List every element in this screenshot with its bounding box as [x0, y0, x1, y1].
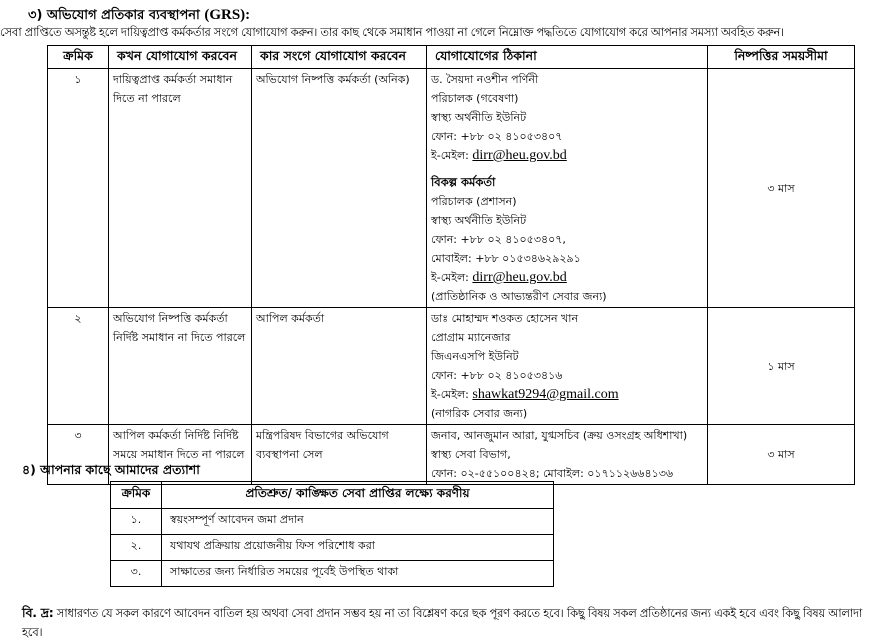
col-header-action: প্রতিশ্রুত/ কাঙ্ক্ষিত সেবা প্রাপ্তির লক্ষ্যে করণীয়	[162, 482, 554, 509]
row-serial: ১	[48, 69, 109, 308]
section3-heading-bn: ৩) অভিযোগ প্রতিকার ব্যবস্থাপনা	[28, 8, 200, 23]
contact-designation: পরিচালক (গবেষণা)	[431, 92, 519, 105]
row-address	[427, 308, 708, 425]
row-time-limit: ৩ মাস	[708, 425, 855, 485]
row-serial: ৩	[48, 425, 109, 485]
row-text: সাক্ষাতের জন্য নির্ধারিত সময়ের পূর্বেই উপস্থিত থাকা	[162, 561, 554, 587]
row-whom: অভিযোগ নিষ্পত্তি কর্মকর্তা (অনিক)	[252, 69, 427, 308]
expectations-table	[110, 481, 554, 587]
email-link[interactable]: dirr@heu.gov.bd	[472, 270, 567, 285]
contact-email-line	[431, 146, 703, 165]
row-serial: ৩.	[111, 561, 162, 587]
row-serial: ১.	[111, 509, 162, 535]
row-whom: আপিল কর্মকর্তা	[252, 308, 427, 425]
row-address	[427, 69, 708, 308]
row-time-limit: ৩ মাস	[708, 69, 855, 308]
alternate-designation: পরিচালক (প্রশাসন)	[431, 195, 517, 208]
contact-name: ডাঃ মোহাম্মদ শওকত হোসেন খান	[431, 312, 579, 325]
col-header-serial: ক্রমিক	[111, 482, 162, 509]
col-header-time-limit: নিষ্পত্তির সময়সীমা	[708, 46, 855, 69]
section4-heading: ৪) আপনার কাছে আমাদের প্রত্যাশা	[22, 462, 200, 477]
alternate-unit: স্বাস্থ্য অর্থনীতি ইউনিট	[431, 214, 527, 227]
contact-email-line	[431, 385, 703, 404]
table-row	[48, 69, 855, 308]
table-row	[48, 308, 855, 425]
email-label: ই-মেইল:	[431, 388, 473, 401]
table-row	[111, 535, 554, 561]
contact-line-1: জনাব, আনজুমান আরা, যুগ্মসচিব (ক্রয় ওসংগ্রহ অধিশাখা)	[431, 429, 688, 442]
contact-line-2: স্বাস্থ্য সেবা বিভাগ,	[431, 448, 511, 461]
alternate-note: (প্রাতিষ্ঠানিক ও আভ্যন্তরীণ সেবার জন্য)	[431, 290, 607, 303]
alternate-mobile: মোবাইল: +৮৮ ০১৫৩৪৬২৯২৯১	[431, 252, 581, 265]
section3-heading-en: (GRS):	[204, 7, 251, 23]
footnote-text: সাধারণত যে সকল কারণে আবেদন বাতিল হয় অথবা সেবা প্রদান সম্ভব হয় না তা বিশ্লেষণ করে ছক পূরণ করতে হবে। কিছু বিষয় সকল প্রতিষ্ঠানের জন্য একই হবে এবং কিছু বিষয় আলাদা হবে।	[22, 606, 863, 639]
email-label: ই-মেইল:	[431, 149, 473, 162]
grs-table	[47, 45, 855, 485]
contact-name: ড. সৈয়দা নওশীন পর্ণিনী	[431, 73, 539, 86]
row-when: অভিযোগ নিষ্পত্তি কর্মকর্তা নির্দিষ্ট সমাধান না দিতে পারলে	[109, 308, 252, 425]
row-text: স্বয়ংসম্পূর্ণ আবেদন জমা প্রদান	[162, 509, 554, 535]
table-row	[111, 509, 554, 535]
alternate-phone: ফোন: +৮৮ ০২ ৪১০৫৩৪০৭,	[431, 233, 566, 246]
email-link[interactable]: shawkat9294@gmail.com	[472, 387, 619, 402]
alternate-email-line	[431, 268, 703, 287]
contact-phone: ফোন: +৮৮ ০২ ৪১০৫৩৪০৭	[431, 130, 563, 143]
contact-unit: স্বাস্থ্য অর্থনীতি ইউনিট	[431, 111, 527, 124]
contact-phone: ফোন: +৮৮ ০২ ৪১০৫৩৪১৬	[431, 369, 563, 382]
contact-note: (নাগরিক সেবার জন্য)	[431, 407, 528, 420]
col-header-serial: ক্রমিক	[48, 46, 109, 69]
contact-unit: জিএনএসপি ইউনিট	[431, 350, 519, 363]
expectations-header	[111, 482, 554, 509]
email-label: ই-মেইল:	[431, 271, 473, 284]
footnote-label: বি. দ্র:	[22, 605, 54, 620]
row-time-limit: ১ মাস	[708, 308, 855, 425]
row-when: দায়িত্বপ্রাপ্ত কর্মকর্তা সমাধান দিতে না পারলে	[109, 69, 252, 308]
alternate-officer-title: বিকল্প কর্মকর্তা	[431, 175, 496, 189]
col-header-whom: কার সংগে যোগাযোগ করবেন	[252, 46, 427, 69]
row-whom: মন্ত্রিপরিষদ বিভাগের অভিযোগ ব্যবস্থাপনা সেল	[252, 425, 427, 485]
row-serial: ২.	[111, 535, 162, 561]
contact-designation: প্রোগ্রাম ম্যানেজার	[431, 331, 511, 344]
contact-line-3: ফোন: ০২-৫৫১০০৪২৪; মোবাইল: ০১৭১১২৬৬৪১৩৬	[431, 467, 674, 480]
row-address	[427, 425, 708, 485]
row-serial: ২	[48, 308, 109, 425]
footnote	[22, 603, 872, 642]
row-when: আপিল কর্মকর্তা নির্দিষ্ট নির্দিষ্ট সময়ে সমাধান দিতে না পারলে	[109, 425, 252, 485]
col-header-address: যোগাযোগের ঠিকানা	[427, 46, 708, 69]
col-header-when: কখন যোগাযোগ করবেন	[109, 46, 252, 69]
grs-table-header	[48, 46, 855, 69]
table-row	[111, 561, 554, 587]
email-link[interactable]: dirr@heu.gov.bd	[472, 148, 567, 163]
row-text: যথাযথ প্রক্রিয়ায় প্রয়োজনীয় ফিস পরিশোধ করা	[162, 535, 554, 561]
section3-intro: সেবা প্রাপ্তিতে অসন্তুষ্ট হলে দায়িত্বপ্রাপ্ত কর্মকর্তার সংগে যোগাযোগ করুন। তার কাছ থেকে সমাধান পাওয়া না গেলে নিম্নোক্ত পদ্ধতিতে যোগাযোগ করে আপনার সমস্যা অবহিত করুন।	[0, 25, 784, 39]
